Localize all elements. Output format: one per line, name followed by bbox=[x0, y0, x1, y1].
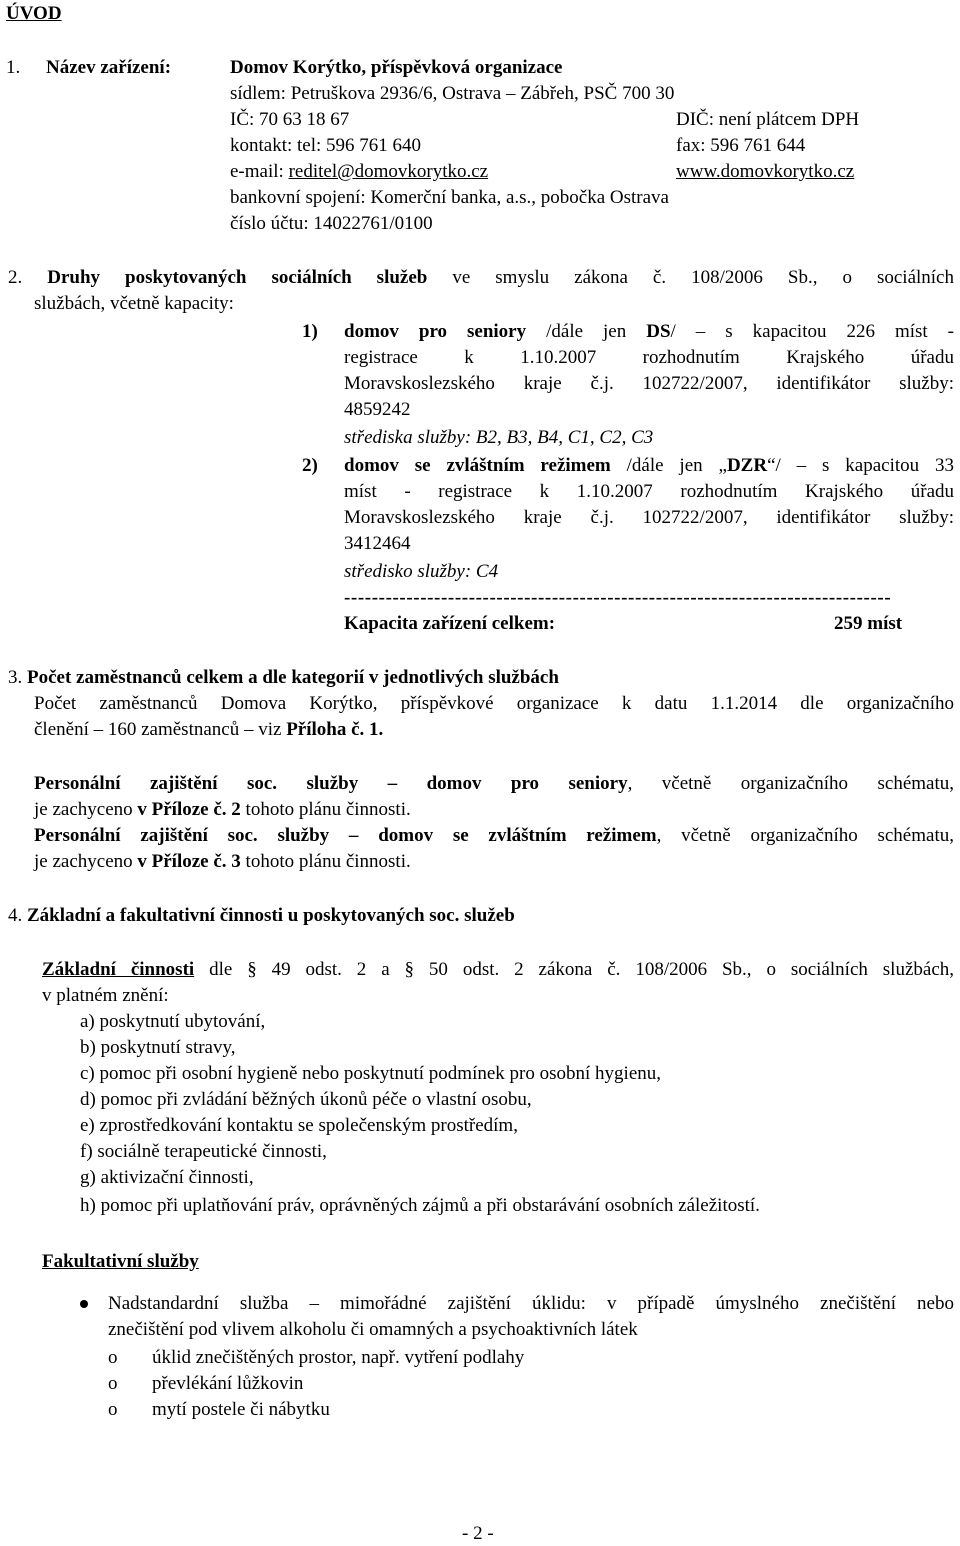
facility-bank: bankovní spojení: Komerční banka, a.s., pobočka Ostrava bbox=[230, 187, 669, 208]
capacity-value: 259 míst bbox=[834, 613, 903, 634]
facility-address: sídlem: Petruškova 2936/6, Ostrava – Zábřeh, PSČ 700 30 bbox=[230, 83, 675, 104]
annex-1-ref: Příloha č. 1. bbox=[286, 719, 384, 740]
section-3-header bbox=[8, 666, 559, 690]
section-3-number: 3. bbox=[8, 667, 23, 688]
separator-dashes: ------------------------------------------------------------------------------- bbox=[344, 587, 892, 608]
facility-account: číslo účtu: 14022761/0100 bbox=[230, 213, 433, 234]
activity-item: c) pomoc při osobní hygieně nebo poskytnutí podmínek pro osobní hygienu, bbox=[80, 1063, 662, 1084]
activity-item: e) zprostředkování kontaktu se společenským prostředím, bbox=[80, 1115, 518, 1136]
item-2-line4: 3412464 bbox=[344, 533, 411, 554]
item-2-abbr-pre: /dále jen „ bbox=[626, 455, 727, 476]
facility-email-row bbox=[230, 160, 488, 184]
web-link[interactable]: www.domovkorytko.cz bbox=[676, 161, 855, 182]
activity-item: d) pomoc při zvládání běžných úkonů péče o vlastní osobu, bbox=[80, 1089, 532, 1110]
section-2-intro bbox=[8, 266, 954, 290]
annex-2-ref: v Příloze č. 2 bbox=[137, 799, 241, 820]
item-2-number: 2) bbox=[302, 455, 318, 476]
section-2-title: Druhy poskytovaných sociálních služeb bbox=[47, 267, 428, 288]
basic-activities-line2: v platném znění: bbox=[42, 985, 169, 1006]
annex-3-ref: v Příloze č. 3 bbox=[137, 851, 241, 872]
sub-bullet-icon: o bbox=[108, 1373, 118, 1394]
activity-item: a) poskytnutí ubytování, bbox=[80, 1011, 266, 1032]
staffing-dzr-title: Personální zajištění soc. služby – domov se zvláštním režimem bbox=[34, 825, 657, 846]
item-1-line3: Moravskoslezského kraje č.j. 102722/2007, identifikátor služby: bbox=[344, 373, 954, 394]
section-1-number: 1. bbox=[6, 57, 21, 78]
staffing-ds-line1 bbox=[34, 772, 954, 796]
item-1-abbr: DS bbox=[646, 321, 671, 342]
item-1-line1 bbox=[344, 320, 954, 344]
item-2-line3: Moravskoslezského kraje č.j. 102722/2007, identifikátor služby: bbox=[344, 507, 954, 528]
sub-item: úklid znečištěných prostor, např. vytření podlahy bbox=[152, 1347, 525, 1368]
sub-bullet-icon: o bbox=[108, 1347, 118, 1368]
staffing-dzr-line2 bbox=[34, 850, 411, 874]
section-2-number: 2. bbox=[8, 267, 23, 288]
employees-line2 bbox=[34, 718, 383, 742]
item-1-line2: registrace k 1.10.2007 rozhodnutím Krajského úřadu bbox=[344, 347, 954, 368]
item-2-line1 bbox=[344, 454, 954, 478]
sub-bullet-icon: o bbox=[108, 1399, 118, 1420]
employees-line1: Počet zaměstnanců Domova Korýtko, příspěvkové organizace k datu 1.1.2014 dle organizačního bbox=[34, 693, 954, 714]
item-1-name: domov pro seniory bbox=[344, 321, 527, 342]
item-2-line2: míst - registrace k 1.10.2007 rozhodnutím Krajského úřadu bbox=[344, 481, 954, 502]
section-3-title: Počet zaměstnanců celkem a dle kategorií v jednotlivých službách bbox=[27, 667, 559, 688]
capacity-label: Kapacita zařízení celkem: bbox=[344, 613, 556, 634]
section-4-header bbox=[8, 904, 515, 928]
item-1-abbr-pre: /dále jen bbox=[546, 321, 647, 342]
employees-line2-text: členění – 160 zaměstnanců – viz bbox=[34, 719, 287, 740]
item-2-abbr-post: “/ – s kapacitou 33 bbox=[767, 455, 955, 476]
optional-services-label: Fakultativní služby bbox=[42, 1251, 199, 1272]
sub-item: mytí postele či nábytku bbox=[152, 1399, 330, 1420]
staffing-dzr-line1 bbox=[34, 824, 954, 848]
staffing-dzr-line2-post: tohoto plánu činnosti. bbox=[240, 851, 411, 872]
sub-item: převlékání lůžkovin bbox=[152, 1373, 304, 1394]
staffing-ds-title: Personální zajištění soc. služby – domov pro seniory bbox=[34, 773, 628, 794]
activity-item: h) pomoc při uplatňování práv, oprávněných zájmů a při obstarávání osobních záležitostí. bbox=[80, 1195, 760, 1216]
page-number: - 2 - bbox=[462, 1523, 494, 1544]
section-2-intro-rest: ve smyslu zákona č. 108/2006 Sb., o sociálních bbox=[452, 267, 954, 288]
facility-ic: IČ: 70 63 18 67 bbox=[230, 109, 350, 130]
activity-item: f) sociálně terapeutické činnosti, bbox=[80, 1141, 327, 1162]
staffing-dzr-rest: , včetně organizačního schématu, bbox=[656, 825, 954, 846]
basic-activities-rest: dle § 49 odst. 2 a § 50 odst. 2 zákona č. 108/2006 Sb., o sociálních službách, bbox=[194, 959, 955, 980]
facility-name: Domov Korýtko, příspěvková organizace bbox=[230, 57, 563, 78]
facility-tel: kontakt: tel: 596 761 640 bbox=[230, 135, 422, 156]
staffing-ds-rest: , včetně organizačního schématu, bbox=[627, 773, 954, 794]
section-2-intro-line2: službách, včetně kapacity: bbox=[34, 293, 234, 314]
item-1-abbr-post: / – s kapacitou 226 míst - bbox=[670, 321, 954, 342]
section-4-number: 4. bbox=[8, 905, 23, 926]
section-1-label: Název zařízení: bbox=[46, 57, 172, 78]
email-link[interactable]: reditel@domovkorytko.cz bbox=[288, 161, 489, 182]
item-1-centers: střediska služby: B2, B3, B4, C1, C2, C3 bbox=[344, 427, 654, 448]
basic-activities-line1 bbox=[42, 958, 954, 982]
item-2-centers: středisko služby: C4 bbox=[344, 561, 499, 582]
activity-item: b) poskytnutí stravy, bbox=[80, 1037, 236, 1058]
item-2-abbr: DZR bbox=[726, 455, 768, 476]
item-1-line4: 4859242 bbox=[344, 399, 411, 420]
bullet-icon bbox=[80, 1300, 88, 1308]
section-4-title: Základní a fakultativní činnosti u poskytovaných soc. služeb bbox=[27, 905, 515, 926]
optional-service-line1: Nadstandardní služba – mimořádné zajištění úklidu: v případě úmyslného znečištění nebo bbox=[108, 1293, 954, 1314]
facility-fax: fax: 596 761 644 bbox=[676, 135, 806, 156]
staffing-ds-line2 bbox=[34, 798, 411, 822]
staffing-ds-line2-pre: je zachyceno bbox=[34, 799, 138, 820]
item-2-name: domov se zvláštním režimem bbox=[344, 455, 611, 476]
optional-service-line2: znečištění pod vlivem alkoholu či omamných a psychoaktivních látek bbox=[108, 1319, 638, 1340]
page-heading: ÚVOD bbox=[6, 3, 62, 24]
staffing-dzr-line2-pre: je zachyceno bbox=[34, 851, 138, 872]
basic-activities-label: Základní činnosti bbox=[42, 959, 195, 980]
facility-dic: DIČ: není plátcem DPH bbox=[676, 109, 860, 130]
email-label: e-mail: bbox=[230, 161, 289, 182]
item-1-number: 1) bbox=[302, 321, 318, 342]
activity-item: g) aktivizační činnosti, bbox=[80, 1167, 254, 1188]
staffing-ds-line2-post: tohoto plánu činnosti. bbox=[240, 799, 411, 820]
